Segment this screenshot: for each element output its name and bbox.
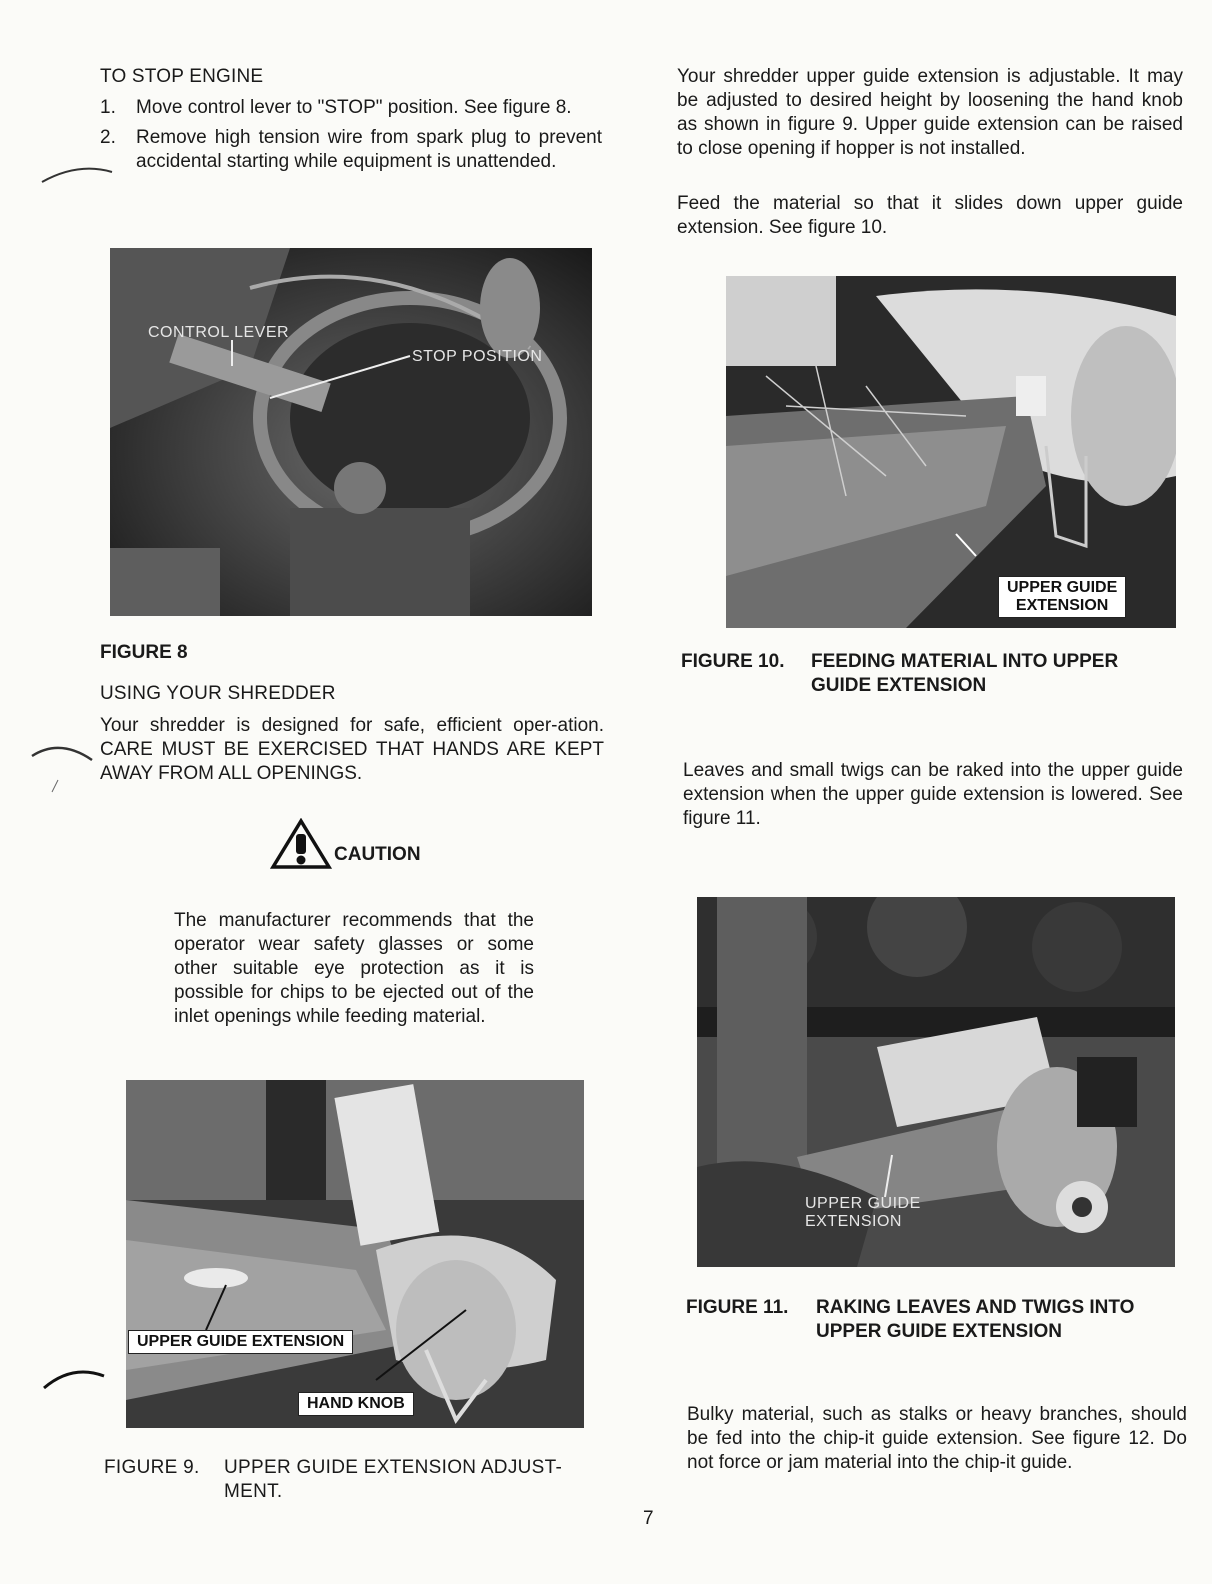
figure-11-photo xyxy=(697,897,1175,1267)
upper-guide-extension-label: UPPER GUIDE EXTENSION xyxy=(128,1330,353,1354)
raking-paragraph: Leaves and small twigs can be raked into the upper guide extension when the upper guide extension is lowered. See figure 11. xyxy=(683,760,1183,829)
caution-label: CAUTION xyxy=(334,844,421,865)
caution-text: The manufacturer recommends that the operator wear safety glasses or some other suitable eye protection as it is possible for chips to be ejected out of the inlet openings while feeding material. xyxy=(174,910,534,1027)
figure-10-caption-number: FIGURE 10. xyxy=(681,651,785,672)
using-shredder-heading: USING YOUR SHREDDER xyxy=(100,683,336,704)
warning-triangle-icon xyxy=(270,818,332,870)
figure-9-caption-number: FIGURE 9. xyxy=(104,1457,200,1478)
figure-10-caption xyxy=(681,650,1181,698)
margin-mark-icon xyxy=(42,1362,112,1402)
bulky-material-paragraph: Bulky material, such as stalks or heavy branches, should be fed into the chip-it guide extension. See figure 12. Do not force or jam material into the chip-it guide. xyxy=(687,1404,1187,1473)
page-number: 7 xyxy=(643,1508,654,1529)
margin-mark-icon xyxy=(38,160,118,190)
stop-engine-heading: TO STOP ENGINE xyxy=(100,66,264,87)
label-line: UPPER GUIDE xyxy=(805,1195,921,1212)
upper-guide-extension-label xyxy=(805,1195,921,1231)
figure-9-caption xyxy=(104,1456,614,1504)
figure-8-caption: FIGURE 8 xyxy=(100,642,188,663)
figure-11-caption xyxy=(686,1296,1186,1344)
list-item xyxy=(100,96,602,120)
label-line: EXTENSION xyxy=(805,1213,902,1230)
feed-material-paragraph: Feed the material so that it slides down upper guide extension. See figure 10. xyxy=(677,193,1183,238)
stop-steps-list xyxy=(100,96,602,174)
figure-11-caption-number: FIGURE 11. xyxy=(686,1297,789,1318)
figure-11-caption-text: RAKING LEAVES AND TWIGS INTO UPPER GUIDE EXTENSION xyxy=(816,1297,1135,1342)
caution-notice xyxy=(270,818,421,870)
label-line: EXTENSION xyxy=(1015,597,1109,614)
control-lever-label: CONTROL LEVER xyxy=(148,324,290,341)
hand-knob-label: HAND KNOB xyxy=(298,1392,414,1416)
list-item xyxy=(100,126,602,174)
upper-guide-extension-label xyxy=(998,576,1126,618)
figure-10-photo xyxy=(726,276,1176,628)
figure-9-photo xyxy=(126,1080,584,1428)
adjustable-paragraph: Your shredder upper guide extension is adjustable. It may be adjusted to desired height by loosening the hand knob as shown in figure 9. Upper guide extension can be raised to close opening if hopper is not installed. xyxy=(677,66,1183,159)
step-number: 1. xyxy=(100,97,116,118)
step-text: Move control lever to "STOP" position. See figure 8. xyxy=(136,97,572,118)
step-number: 2. xyxy=(100,127,116,148)
label-line: UPPER GUIDE xyxy=(1007,579,1118,596)
figure-8-photo xyxy=(110,248,592,616)
using-shredder-text: Your shredder is designed for safe, efficient oper-ation. CARE MUST BE EXERCISED THAT HANDS ARE KEPT AWAY FROM ALL OPENINGS. xyxy=(100,715,604,784)
figure-10-caption-text: FEEDING MATERIAL INTO UPPER GUIDE EXTENSION xyxy=(811,651,1119,696)
step-text: Remove high tension wire from spark plug to prevent accidental starting while equipment is unattended. xyxy=(136,127,602,172)
margin-mark-icon xyxy=(30,740,100,800)
figure-9-caption-text: UPPER GUIDE EXTENSION ADJUST-MENT. xyxy=(224,1457,563,1502)
stop-position-label: STOP POSITION xyxy=(412,348,543,365)
